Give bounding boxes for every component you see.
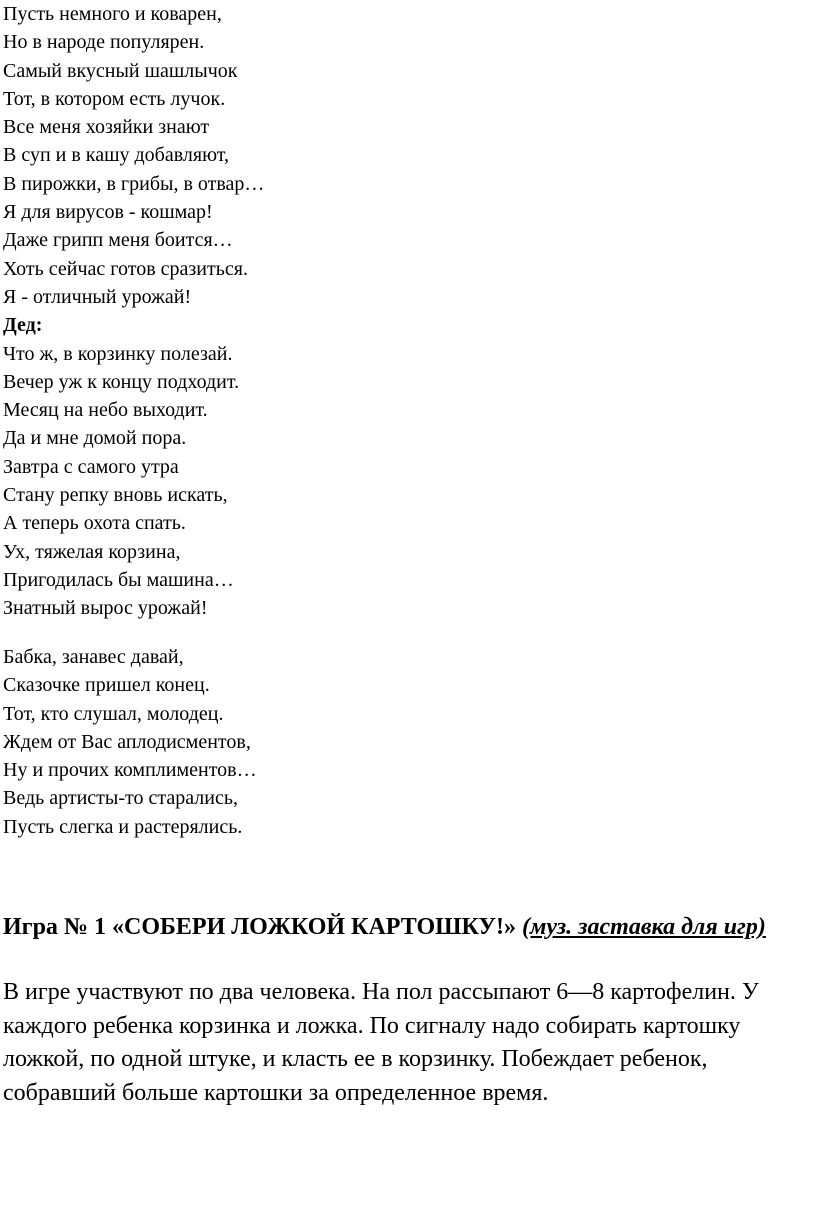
poem-line: Все меня хозяйки знают <box>3 116 210 139</box>
poem-line: Даже грипп меня боится… <box>3 229 233 252</box>
poem-line: Завтра с самого утра <box>3 455 179 478</box>
poem-line: Ну и прочих комплиментов… <box>3 759 257 782</box>
poem-line: Ведь артисты-то старались, <box>3 787 238 810</box>
poem-line: В суп и в кашу добавляют, <box>3 144 229 167</box>
poem-line: Я для вирусов - кошмар! <box>3 201 213 224</box>
poem-line: В пирожки, в грибы, в отвар… <box>3 172 265 195</box>
poem-line: Хоть сейчас готов сразиться. <box>3 257 248 280</box>
speaker-label: Дед: <box>3 314 43 337</box>
poem-line: Сказочке пришел конец. <box>3 674 210 697</box>
poem-line: Но в народе популярен. <box>3 31 205 54</box>
poem-line: Месяц на небо выходит. <box>3 399 208 422</box>
poem-block-1 <box>3 0 264 623</box>
poem-line: Ух, тяжелая корзина, <box>3 540 181 563</box>
poem-block-2 <box>3 643 257 841</box>
game-description: В игре участвуют по два человека. На пол рассыпают 6—8 картофелин. У каждого ребенка корзинка и ложка. По сигналу надо собирать картошку ложкой, по одной штуке, и класть ее в корзинку. Побеждает ребенок, собравший больше картошки за определенное время. <box>3 979 759 1106</box>
poem-line: Тот, кто слушал, молодец. <box>3 702 224 725</box>
poem-line: Тот, в котором есть лучок. <box>3 87 226 110</box>
poem-line: Бабка, занавес давай, <box>3 646 184 668</box>
poem-line: Да и мне домой пора. <box>3 427 187 450</box>
game-heading <box>3 910 803 944</box>
poem-line: Пригодилась бы машина… <box>3 568 234 591</box>
poem-line: Пусть слегка и растерялись. <box>3 815 243 838</box>
poem-line: Знатный вырос урожай! <box>3 597 208 620</box>
poem-line: Стану репку вновь искать, <box>3 484 228 507</box>
game-music-note: (муз. заставка для игр) <box>522 914 766 940</box>
poem-line: Самый вкусный шашлычок <box>3 59 238 82</box>
poem-line: Что ж, в корзинку полезай. <box>3 342 233 365</box>
game-title: Игра № 1 «СОБЕРИ ЛОЖКОЙ КАРТОШКУ!» <box>3 914 522 940</box>
poem-line: Пусть немного и коварен, <box>3 3 222 25</box>
poem-line: Я - отличный урожай! <box>3 285 192 308</box>
poem-line: Ждем от Вас аплодисментов, <box>3 730 251 753</box>
poem-line: Вечер уж к концу подходит. <box>3 370 240 393</box>
poem-line: А теперь охота спать. <box>3 512 186 535</box>
